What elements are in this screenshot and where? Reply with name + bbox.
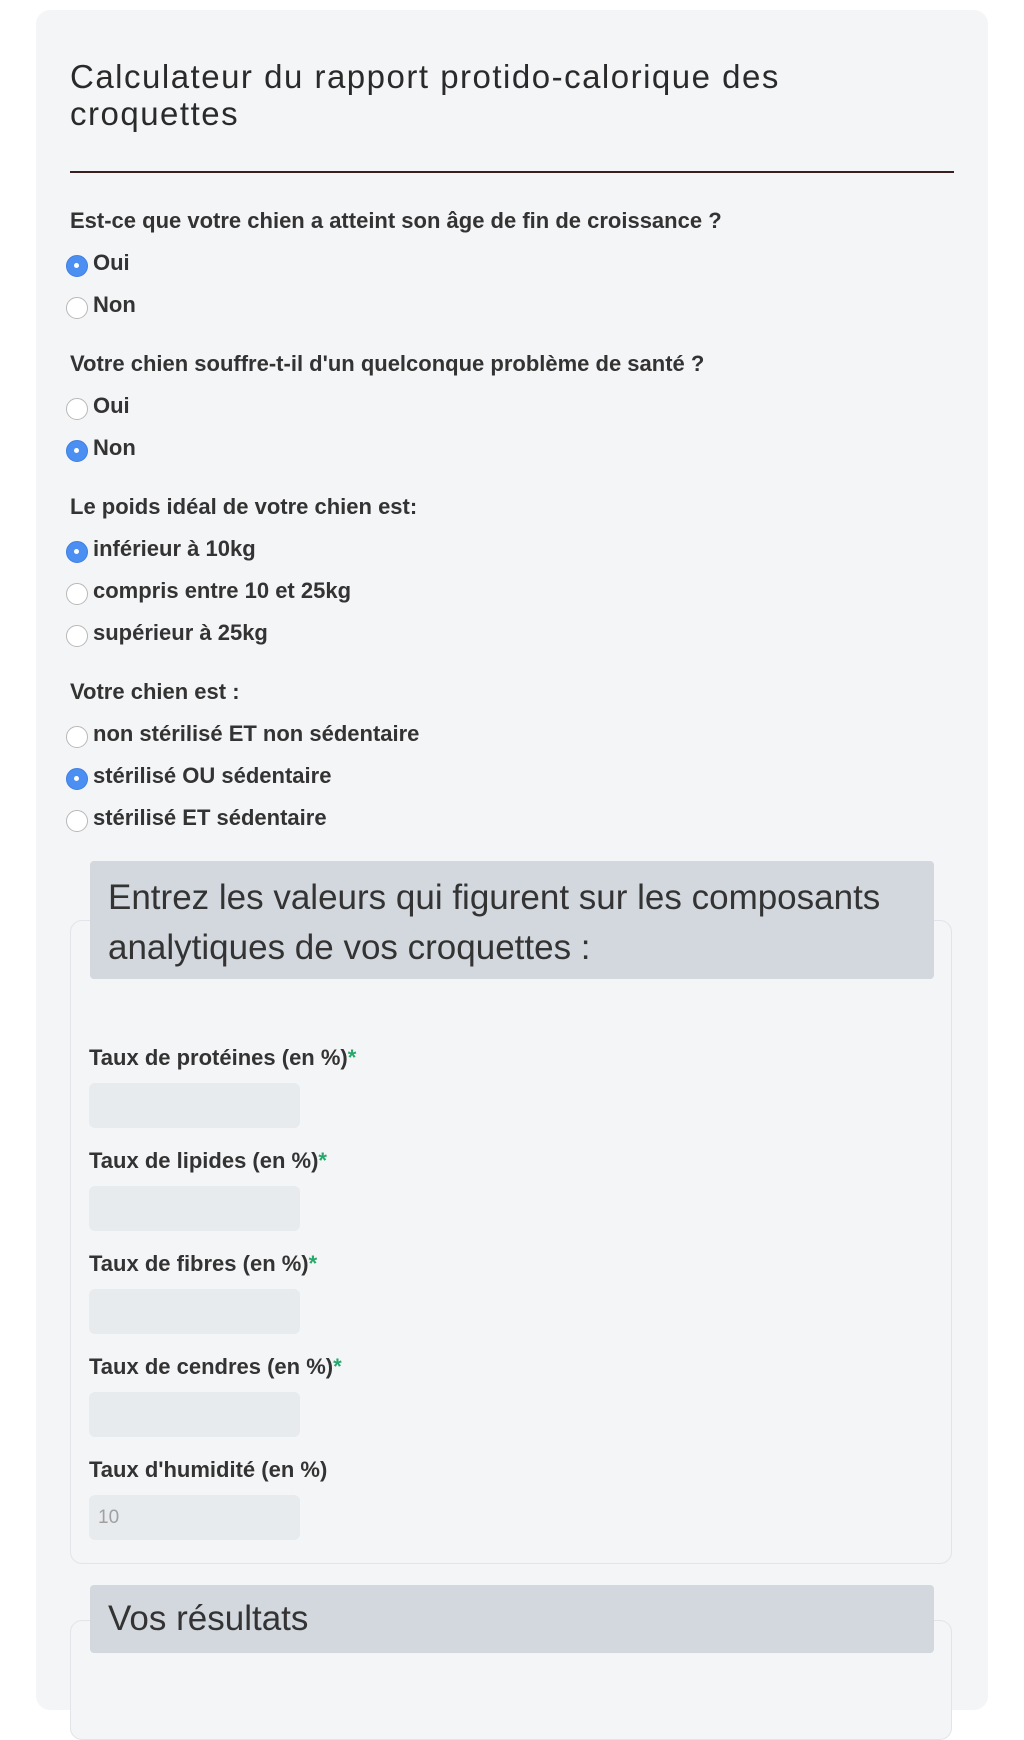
radio-label: Non (93, 435, 136, 460)
radio-label: non stérilisé ET non sédentaire (93, 721, 420, 746)
results-legend: Vos résultats (90, 1585, 934, 1653)
radio-button[interactable] (66, 398, 88, 420)
radio-button-checked[interactable] (66, 255, 88, 277)
required-mark: * (308, 1251, 318, 1276)
question-growth-label: Est-ce que votre chien a atteint son âge de fin de croissance ? (70, 208, 722, 233)
analytics-legend: Entrez les valeurs qui figurent sur les composants analytiques de vos croquettes : (90, 861, 934, 979)
radio-button-checked[interactable] (66, 541, 88, 563)
radio-weight-under-10[interactable] (66, 534, 256, 564)
radio-button[interactable] (66, 583, 88, 605)
radio-growth-oui[interactable] (66, 248, 130, 278)
question-activity-label: Votre chien est : (70, 679, 240, 704)
radio-label: Oui (93, 250, 130, 275)
field-label-cendres: Taux de cendres (en %)* (89, 1354, 342, 1379)
radio-health-non[interactable] (66, 433, 136, 463)
field-label-lipides: Taux de lipides (en %)* (89, 1148, 327, 1173)
fibres-input[interactable] (89, 1289, 300, 1334)
field-label-humidite: Taux d'humidité (en %) (89, 1457, 328, 1482)
radio-label: stérilisé OU sédentaire (93, 763, 332, 788)
required-mark: * (347, 1045, 357, 1070)
radio-button[interactable] (66, 810, 88, 832)
radio-activity-sterilise-et[interactable] (66, 803, 327, 833)
lipides-input[interactable] (89, 1186, 300, 1231)
question-weight-label: Le poids idéal de votre chien est: (70, 494, 418, 519)
radio-button[interactable] (66, 625, 88, 647)
radio-activity-non-sterilise[interactable] (66, 719, 419, 749)
humidite-input[interactable] (89, 1495, 300, 1540)
radio-button[interactable] (66, 726, 88, 748)
field-label-proteines: Taux de protéines (en %)* (89, 1045, 357, 1070)
radio-weight-over-25[interactable] (66, 618, 268, 648)
title-divider (70, 171, 954, 173)
radio-button[interactable] (66, 297, 88, 319)
radio-growth-non[interactable] (66, 290, 136, 320)
field-label-fibres: Taux de fibres (en %)* (89, 1251, 318, 1276)
radio-label: Non (93, 292, 136, 317)
page-title: Calculateur du rapport protido-calorique des croquettes (70, 58, 780, 132)
radio-label: Oui (93, 393, 130, 418)
question-health-label: Votre chien souffre-t-il d'un quelconque problème de santé ? (70, 351, 705, 376)
radio-button-checked[interactable] (66, 440, 88, 462)
required-mark: * (318, 1148, 327, 1173)
radio-label: stérilisé ET sédentaire (93, 805, 327, 830)
radio-health-oui[interactable] (66, 391, 130, 421)
radio-weight-10-25[interactable] (66, 576, 351, 606)
required-mark: * (333, 1354, 342, 1379)
radio-label: supérieur à 25kg (93, 620, 268, 645)
cendres-input[interactable] (89, 1392, 300, 1437)
radio-label: inférieur à 10kg (93, 536, 256, 561)
radio-activity-sterilise-ou[interactable] (66, 761, 331, 791)
radio-button-checked[interactable] (66, 768, 88, 790)
radio-label: compris entre 10 et 25kg (93, 578, 352, 603)
proteines-input[interactable] (89, 1083, 300, 1128)
